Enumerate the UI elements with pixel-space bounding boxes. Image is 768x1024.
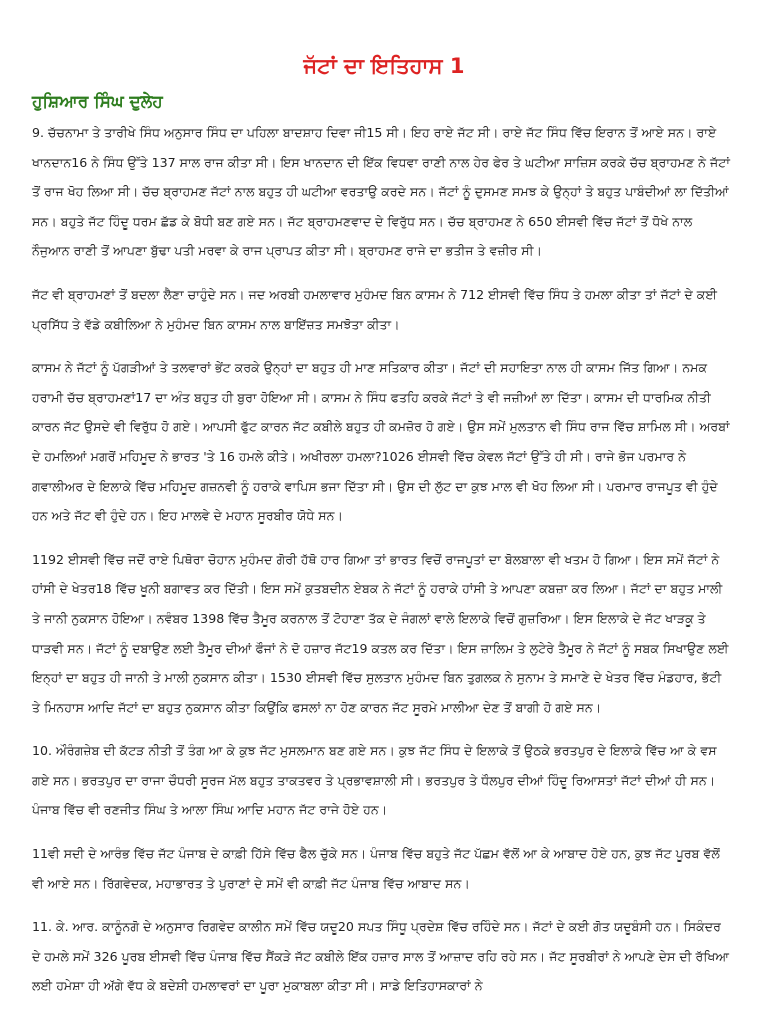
paragraph-5: 10. ਔਰੰਗਜ਼ੇਬ ਦੀ ਕੱਟੜ ਨੀਤੀ ਤੋਂ ਤੰਗ ਆ ਕੇ ਕੁਝ ਜੱਟ ਮੁਸਲਮਾਨ ਬਣ ਗਏ ਸਨ। ਕੁਝ ਜੱਟ ਸਿੰਧ ਦੇ ਇਲਾਕੇ ਤੋਂ ਉਠਕੇ ਭਰਤਪੁਰ ਦੇ ਇਲਾਕੇ ਵਿੱਚ ਆ ਕੇ ਵਸ ਗਏ ਸਨ। ਭਰਤਪੁਰ ਦਾ ਰਾਜਾ ਚੌਧਰੀ ਸੂਰਜ ਮੱਲ ਬਹੁਤ ਤਾਕਤਵਰ ਤੇ ਪ੍ਰਭਾਵਸ਼ਾਲੀ ਸੀ। ਭਰਤਪੁਰ ਤੇ ਧੌਲਪੁਰ ਦੀਆਂ ਹਿੰਦੂ ਰਿਆਸਤਾਂ ਜੱਟਾਂ ਦੀਆਂ ਹੀ ਸਨ। ਪੰਜਾਬ ਵਿੱਚ ਵੀ ਰਣਜੀਤ ਸਿੰਘ ਤੇ ਆਲਾ ਸਿੰਘ ਆਦਿ ਮਹਾਨ ਜੱਟ ਰਾਜੇ ਹੋਏ ਹਨ। [32,743,717,818]
page-title: ਜੱਟਾਂ ਦਾ ਇਤਿਹਾਸ 1 [303,54,465,79]
article-body [32,118,732,1015]
paragraph-3: ਕਾਸਮ ਨੇ ਜੱਟਾਂ ਨੂੰ ਪੱਗੜੀਆਂ ਤੇ ਤਲਵਾਰਾਂ ਭੇਂਟ ਕਰਕੇ ਉਨ੍ਹਾਂ ਦਾ ਬਹੁਤ ਹੀ ਮਾਣ ਸਤਿਕਾਰ ਕੀਤਾ। ਜੱਟਾਂ ਦੀ ਸਹਾਇਤਾ ਨਾਲ ਹੀ ਕਾਸਮ ਜਿੱਤ ਗਿਆ। ਨਮਕ ਹਰਾਮੀ ਚੱਚ ਬ੍ਰਾਹਮਣਾਂ17 ਦਾ ਅੰਤ ਬਹੁਤ ਹੀ ਬੁਰਾ ਹੋਇਆ ਸੀ। ਕਾਸਮ ਨੇ ਸਿੰਧ ਫਤਹਿ ਕਰਕੇ ਜੱਟਾਂ ਤੇ ਵੀ ਜਜ਼ੀਆਂ ਲਾ ਦਿੱਤਾ। ਕਾਸਮ ਦੀ ਧਾਰਮਿਕ ਨੀਤੀ ਕਾਰਨ ਜੱਟ ਉਸਦੇ ਵੀ ਵਿਰੁੱਧ ਹੋ ਗਏ। ਆਪਸੀ ਫੁੱਟ ਕਾਰਨ ਜੱਟ ਕਬੀਲੇ ਬਹੁਤ ਹੀ ਕਮਜ਼ੋਰ ਹੋ ਗਏ। ਉਸ ਸਮੇਂ ਮੁਲਤਾਨ ਵੀ ਸਿੰਧ ਰਾਜ ਵਿੱਚ ਸ਼ਾਮਿਲ ਸੀ। ਅਰਬਾਂ ਦੇ ਹਮਲਿਆਂ ਮਗਰੋਂ ਮਹਿਮੂਦ ਨੇ ਭਾਰਤ 'ਤੇ 16 ਹਮਲੇ ਕੀਤੇ। ਅਖੀਰਲਾ ਹਮਲਾ?1026 ਈਸਵੀ ਵਿੱਚ ਕੇਵਲ ਜੱਟਾਂ ਉੱਤੇ ਹੀ ਸੀ। ਰਾਜੇ ਭੋਜ ਪਰਮਾਰ ਨੇ ਗਵਾਲੀਅਰ ਦੇ ਇਲਾਕੇ ਵਿੱਚ ਮਹਿਮੂਦ ਗਜ਼ਨਵੀ ਨੂੰ ਹਰਾਕੇ ਵਾਪਿਸ ਭਜਾ ਦਿੱਤਾ ਸੀ। ਉਸ ਦੀ ਲੁੱਟ ਦਾ ਕੁਝ ਮਾਲ ਵੀ ਖੋਹ ਲਿਆ ਸੀ। ਪਰਮਾਰ ਰਾਜਪੂਤ ਵੀ ਹੁੰਦੇ ਹਨ ਅਤੇ ਜੱਟ ਵੀ ਹੁੰਦੇ ਹਨ। ਇਹ ਮਾਲਵੇ ਦੇ ਮਹਾਨ ਸੂਰਬੀਰ ਯੋਧੇ ਸਨ। [32,360,730,524]
author-name: ਹੁਸ਼ਿਆਰ ਸਿੰਘ ਦੁਲੇਹ [32,92,163,112]
paragraph-4: 1192 ਈਸਵੀ ਵਿੱਚ ਜਦੋਂ ਰਾਏ ਪਿਥੋਰਾ ਚੋਹਾਨ ਮੁਹੰਮਦ ਗੋਰੀ ਹੱਥੋ ਹਾਰ ਗਿਆ ਤਾਂ ਭਾਰਤ ਵਿਚੋਂ ਰਾਜਪੂਤਾਂ ਦਾ ਬੋਲਬਾਲਾ ਵੀ ਖਤਮ ਹੋ ਗਿਆ। ਇਸ ਸਮੇਂ ਜੱਟਾਂ ਨੇ ਹਾਂਸੀ ਦੇ ਖੇਤਰ18 ਵਿੱਚ ਖੂਨੀ ਬਗਾਵਤ ਕਰ ਦਿੱਤੀ। ਇਸ ਸਮੇਂ ਕੁਤਬਦੀਨ ਏਬਕ ਨੇ ਜੱਟਾਂ ਨੂੰ ਹਰਾਕੇ ਹਾਂਸੀ ਤੇ ਆਪਣਾ ਕਬਜ਼ਾ ਕਰ ਲਿਆ। ਜੱਟਾਂ ਦਾ ਬਹੁਤ ਮਾਲੀ ਤੇ ਜਾਨੀ ਨੁਕਸਾਨ ਹੋਇਆ। ਨਵੰਬਰ 1398 ਵਿੱਚ ਤੈਮੂਰ ਕਰਨਾਲ ਤੋਂ ਟੋਹਾਣਾ ਤੱਕ ਦੇ ਜੰਗਲਾਂ ਵਾਲੇ ਇਲਾਕੇ ਵਿਚੋਂ ਗੁਜ਼ਰਿਆ। ਇਸ ਇਲਾਕੇ ਦੇ ਜੱਟ ਖਾੜਕੂ ਤੇ ਧਾੜਵੀ ਸਨ। ਜੱਟਾਂ ਨੂੰ ਦਬਾਉਣ ਲਈ ਤੈਮੂਰ ਦੀਆਂ ਫੌਜਾਂ ਨੇ ਦੋ ਹਜ਼ਾਰ ਜੱਟ19 ਕਤਲ ਕਰ ਦਿੱਤਾ। ਇਸ ਜ਼ਾਲਿਮ ਤੇ ਲੁਟੇਰੇ ਤੈਮੂਰ ਨੇ ਜੱਟਾਂ ਨੂੰ ਸਬਕ ਸਿਖਾਉਣ ਲਈ ਇਨ੍ਹਾਂ ਦਾ ਬਹੁਤ ਹੀ ਜਾਨੀ ਤੇ ਮਾਲੀ ਨੁਕਸਾਨ ਕੀਤਾ। 1530 ਈਸਵੀ ਵਿੱਚ ਸੁਲਤਾਨ ਮੁਹੰਮਦ ਬਿਨ ਤੁਗਲਕ ਨੇ ਸੁਨਾਮ ਤੇ ਸਮਾਣੇ ਦੇ ਖੇਤਰ ਵਿੱਚ ਮੰਡਹਾਰ, ਭੱਟੀ ਤੇ ਮਿਨਹਾਸ ਆਦਿ ਜੱਟਾਂ ਦਾ ਬਹੁਤ ਨੁਕਸਾਨ ਕੀਤਾ ਕਿਉਂਕਿ ਫਸਲਾਂ ਨਾ ਹੋਣ ਕਾਰਨ ਜੱਟ ਸੂਰਮੇ ਮਾਲੀਆ ਦੇਣ ਤੋਂ ਬਾਗੀ ਹੋ ਗਏ ਸਨ। [32,551,729,715]
paragraph-6: 11ਵੀ ਸਦੀ ਦੇ ਆਰੰਭ ਵਿੱਚ ਜੱਟ ਪੰਜਾਬ ਦੇ ਕਾਫ਼ੀ ਹਿੱਸੇ ਵਿੱਚ ਫੈਲ ਚੁੱਕੇ ਸਨ। ਪੰਜਾਬ ਵਿੱਚ ਬਹੁਤੇ ਜੱਟ ਪੱਛਮ ਵੱਲੋਂ ਆ ਕੇ ਆਬਾਦ ਹੋਏ ਹਨ, ਕੁਝ ਜੱਟ ਪੂਰਬ ਵੱਲੋਂ ਵੀ ਆਏ ਸਨ। ਰਿੱਗਵੇਦਕ, ਮਹਾਭਾਰਤ ਤੇ ਪੁਰਾਣਾਂ ਦੇ ਸਮੇਂ ਵੀ ਕਾਫ਼ੀ ਜੱਟ ਪੰਜਾਬ ਵਿੱਚ ਆਬਾਦ ਸਨ। [32,846,720,891]
paragraph-7: 11. ਕੇ. ਆਰ. ਕਾਨੂੰਨਗੋ ਦੇ ਅਨੁਸਾਰ ਰਿਗਵੇਦ ਕਾਲੀਨ ਸਮੇਂ ਵਿੱਚ ਯਦੂ20 ਸਪਤ ਸਿੰਧੂ ਪ੍ਰਦੇਸ਼ ਵਿੱਚ ਰਹਿੰਦੇ ਸਨ। ਜੱਟਾਂ ਦੇ ਕਈ ਗੋਤ ਯਦੂਬੰਸੀ ਹਨ। ਸਿਕੰਦਰ ਦੇ ਹਮਲੇ ਸਮੇਂ 326 ਪੂਰਬ ਈਸਵੀ ਵਿੱਚ ਪੰਜਾਬ ਵਿੱਚ ਸੈਂਕੜੇ ਜੱਟ ਕਬੀਲੇ ਇੱਕ ਹਜ਼ਾਰ ਸਾਲ ਤੋਂ ਆਜ਼ਾਦ ਰਹਿ ਰਹੇ ਸਨ। ਜੱਟ ਸੂਰਬੀਰਾਂ ਨੇ ਆਪਣੇ ਦੇਸ ਦੀ ਰੱਖਿਆ ਲਈ ਹਮੇਸ਼ਾ ਹੀ ਅੱਗੇ ਵੱਧ ਕੇ ਬਦੇਸ਼ੀ ਹਮਲਾਵਰਾਂ ਦਾ ਪੂਰਾ ਮੁਕਾਬਲਾ ਕੀਤਾ ਸੀ। ਸਾਡੇ ਇਤਿਹਾਸਕਾਰਾਂ ਨੇ [32,919,730,994]
paragraph-1: 9. ਚੱਚਨਾਮਾ ਤੇ ਤਾਰੀਖੇ ਸਿੰਧ ਅਨੁਸਾਰ ਸਿੰਧ ਦਾ ਪਹਿਲਾ ਬਾਦਸ਼ਾਹ ਦਿਵਾ ਜੀ15 ਸੀ। ਇਹ ਰਾਏ ਜੱਟ ਸੀ। ਰਾਏ ਜੱਟ ਸਿੰਧ ਵਿੱਚ ਇਰਾਨ ਤੋਂ ਆਏ ਸਨ। ਰਾਏ ਖਾਨਦਾਨ16 ਨੇ ਸਿੰਧ ਉੱਤੇ 137 ਸਾਲ ਰਾਜ ਕੀਤਾ ਸੀ। ਇਸ ਖਾਨਦਾਨ ਦੀ ਇੱਕ ਵਿਧਵਾ ਰਾਣੀ ਨਾਲ ਹੇਰ ਫੇਰ ਤੇ ਘਟੀਆ ਸਾਜ਼ਿਸ ਕਰਕੇ ਚੱਚ ਬ੍ਰਾਹਮਣ ਨੇ ਜੱਟਾਂ ਤੋਂ ਰਾਜ ਖੋਹ ਲਿਆ ਸੀ। ਚੱਚ ਬ੍ਰਾਹਮਣ ਜੱਟਾਂ ਨਾਲ ਬਹੁਤ ਹੀ ਘਟੀਆ ਵਰਤਾਉ ਕਰਦੇ ਸਨ। ਜੱਟਾਂ ਨੂੰ ਦੁਸਮਣ ਸਮਝ ਕੇ ਉਨ੍ਹਾਂ ਤੇ ਬਹੁਤ ਪਾਬੰਦੀਆਂ ਲਾ ਦਿੱਤੀਆਂ ਸਨ। ਬਹੁਤੇ ਜੱਟ ਹਿੰਦੂ ਧਰਮ ਛੱਡ ਕੇ ਬੋਧੀ ਬਣ ਗਏ ਸਨ। ਜੱਟ ਬ੍ਰਾਹਮਣਵਾਦ ਦੇ ਵਿਰੁੱਧ ਸਨ। ਚੱਚ ਬ੍ਰਾਹਮਣ ਨੇ 650 ਈਸਵੀ ਵਿੱਚ ਜੱਟਾਂ ਤੋਂ ਧੋਖੇ ਨਾਲ ਨੌਜੁਆਨ ਰਾਣੀ ਤੋਂ ਆਪਣਾ ਬੁੱਢਾ ਪਤੀ ਮਰਵਾ ਕੇ ਰਾਜ ਪ੍ਰਾਪਤ ਕੀਤਾ ਸੀ। ਬ੍ਰਾਹਮਣ ਰਾਜੇ ਦਾ ਭਤੀਜ ਤੇ ਵਜ਼ੀਰ ਸੀ। [32,125,730,259]
paragraph-2: ਜੱਟ ਵੀ ਬ੍ਰਾਹਮਣਾਂ ਤੋਂ ਬਦਲਾ ਲੈਣਾ ਚਾਹੁੰਦੇ ਸਨ। ਜਦ ਅਰਬੀ ਹਮਲਾਵਾਰ ਮੁਹੰਮਦ ਬਿਨ ਕਾਸਮ ਨੇ 712 ਈਸਵੀ ਵਿੱਚ ਸਿੰਧ ਤੇ ਹਮਲਾ ਕੀਤਾ ਤਾਂ ਜੱਟਾਂ ਦੇ ਕਈ ਪ੍ਰਸਿੱਧ ਤੇ ਵੱਡੇ ਕਬੀਲਿਆ ਨੇ ਮੁਹੰਮਦ ਬਿਨ ਕਾਸਮ ਨਾਲ ਬਾਇੱਜ਼ਤ ਸਮਝੋਤਾ ਕੀਤਾ। [32,286,718,332]
